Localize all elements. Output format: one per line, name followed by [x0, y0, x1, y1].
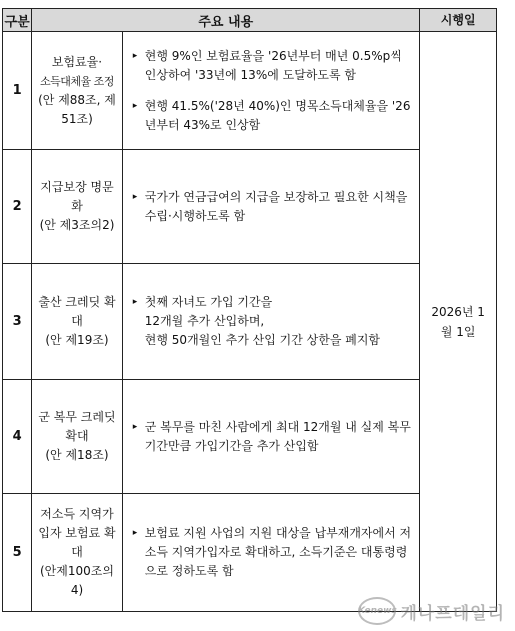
reform-table	[2, 8, 497, 612]
content-cell	[32, 380, 420, 494]
bullet-text: 군 복무를 마친 사람에게 최대 12개월 내 실제 복무기간만큼 가입기간을 추가 산입함	[144, 419, 411, 453]
item-cell	[32, 380, 123, 493]
item-cell	[32, 150, 123, 263]
bullet-list	[123, 150, 420, 263]
bullet-list	[123, 264, 420, 379]
item-line: 화	[71, 199, 83, 213]
row-number: 5	[3, 494, 32, 612]
bullet-list	[123, 32, 420, 149]
item-line: 군 복무 크레딧	[38, 410, 116, 424]
header-content: 주요 내용	[32, 9, 420, 32]
item-cell	[32, 264, 123, 379]
bullet-item	[133, 188, 414, 226]
item-line: 대	[71, 545, 83, 559]
item-line: 저소득 지역가	[40, 507, 114, 521]
content-cell	[32, 264, 420, 380]
bullet-item	[133, 47, 414, 85]
bullet-list	[123, 380, 420, 493]
content-cell	[32, 494, 420, 612]
bullet-text: 국가가 연금급여의 지급을 보장하고 필요한 시책을 수립·시행하도록 함	[144, 189, 408, 223]
bullet-text: 첫째 자녀도 가입 기간을 12개월 추가 산입하며, 현행 50개월인 추가 산입 기간 상한을 폐지함	[144, 295, 381, 347]
table-row	[3, 32, 497, 150]
item-cell	[32, 494, 123, 611]
content-cell	[32, 150, 420, 264]
table-header-row	[3, 9, 497, 32]
item-line: 지급보장 명문	[40, 180, 114, 194]
item-line: 보험료율·	[51, 54, 103, 69]
watermark	[358, 597, 505, 625]
bullet-item	[133, 418, 414, 456]
item-line: (안 제3조의2)	[39, 218, 115, 232]
watermark-logo-icon: Kenews	[358, 597, 396, 625]
item-line: (안제100조의4)	[40, 564, 114, 597]
header-date: 시행일	[420, 9, 497, 32]
header-no: 구분	[3, 9, 32, 32]
bullet-marker-icon: ▸	[132, 100, 138, 111]
item-line: 확대	[65, 429, 89, 443]
item-line: (안 제19조)	[45, 333, 109, 347]
bullet-list	[123, 494, 420, 611]
row-number: 4	[3, 380, 32, 494]
bullet-text: 현행 9%인 보험료율을 '26년부터 매년 0.5%p씩 인상하여 '33년에 13%에 도달하도록 함	[144, 48, 402, 82]
item-line: (안 제18조)	[45, 448, 109, 462]
bullet-item	[133, 97, 414, 135]
bullet-item	[133, 524, 414, 581]
date-line: 월 1일	[440, 324, 476, 339]
item-line: 소득대체율 조정	[40, 74, 114, 88]
effective-date	[420, 32, 497, 612]
watermark-name: 케나프데일리	[400, 603, 505, 624]
bullet-item	[133, 293, 414, 350]
item-line: 대	[71, 314, 83, 328]
bullet-text: 보험료 지원 사업의 지원 대상을 납부재개자에서 저소득 지역가입자로 확대하고, 소득기준은 대통령령으로 정하도록 함	[144, 526, 412, 578]
date-line: 2026년 1	[431, 304, 485, 319]
item-line: (안 제88조, 제	[38, 92, 116, 107]
bullet-marker-icon: ▸	[132, 528, 138, 538]
bullet-marker-icon: ▸	[132, 191, 138, 202]
bullet-marker-icon: ▸	[132, 421, 138, 432]
item-line: 입자 보험료 확	[38, 526, 116, 540]
row-number: 2	[3, 150, 32, 264]
bullet-marker-icon: ▸	[132, 297, 138, 307]
item-cell	[32, 32, 123, 149]
bullet-text: 현행 41.5%('28년 40%)인 명목소득대체율을 '26년부터 43%로 인상함	[144, 98, 411, 132]
item-line: 출산 크레딧 확	[38, 295, 116, 309]
row-number: 1	[3, 32, 32, 150]
item-line: 51조)	[61, 111, 93, 126]
row-number: 3	[3, 264, 32, 380]
content-cell	[32, 32, 420, 150]
bullet-marker-icon: ▸	[132, 50, 138, 61]
